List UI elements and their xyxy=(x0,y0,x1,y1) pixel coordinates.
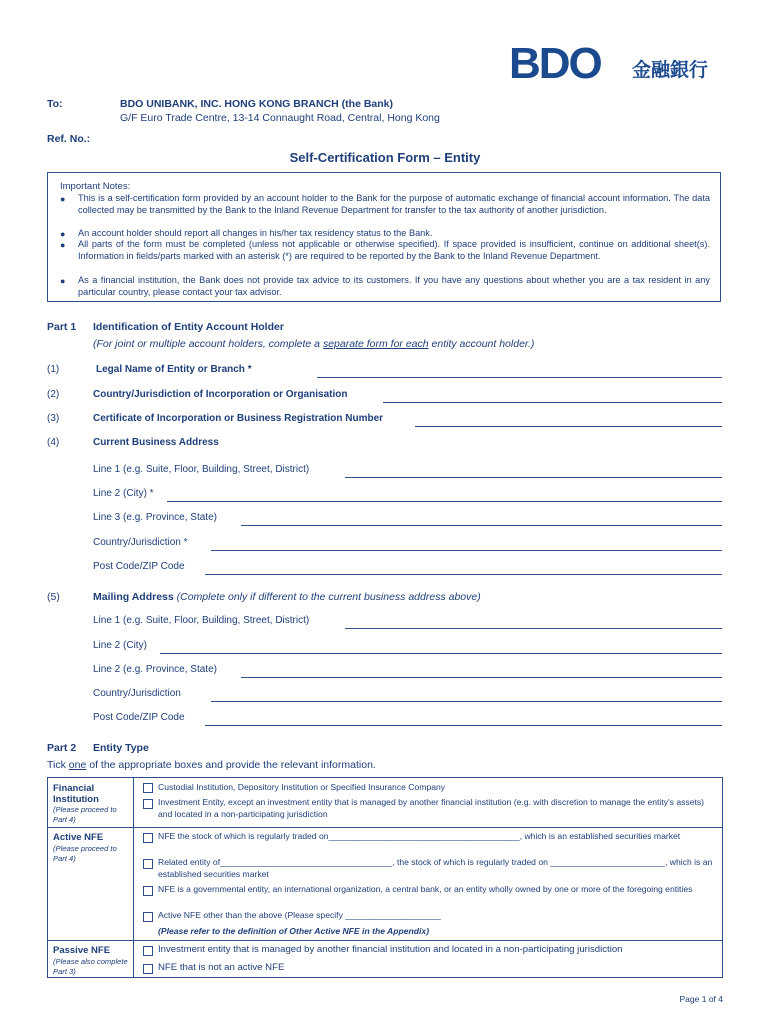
field-label: Country/Jurisdiction xyxy=(93,688,184,699)
category-note: (Please proceed to Part 4) xyxy=(53,844,117,863)
registration-number-line[interactable] xyxy=(415,426,722,427)
to-name: BDO UNIBANK, INC. HONG KONG BRANCH (the Bank) xyxy=(120,98,393,110)
mailing-num: (5) xyxy=(47,591,60,603)
to-label: To: xyxy=(47,98,63,110)
note-item: All parts of the form must be completed (unless not applicable or otherwise specified). If space provided is insufficient, continue on additional sheet(s). Information in fields/parts marked with an asterisk (*) are required to be reported by the Bank to the Inland Revenue Department. xyxy=(78,239,710,261)
logo-chinese: 金融銀行 xyxy=(632,59,709,81)
input-line[interactable] xyxy=(241,677,722,678)
current-address-line1[interactable] xyxy=(47,464,722,478)
note-item: This is a self-certification form provided by an account holder to the Bank for the purpose of automatic exchange of financial account information. The data collected may be transmitted by the Bank to the Inland Revenue Department for transfer to the tax authority of another jurisdiction. xyxy=(78,193,710,215)
input-line[interactable] xyxy=(205,574,722,575)
table-row-divider xyxy=(48,827,722,828)
bdo-logo xyxy=(509,39,724,88)
input-line[interactable] xyxy=(211,550,722,551)
current-address-city[interactable] xyxy=(47,488,722,502)
current-address-country[interactable] xyxy=(47,537,722,551)
option-related-entity: Related entity of____________________________________, the stock of which is regularly traded on ________________________, which is an established securities market xyxy=(158,857,713,879)
category-financial-institution: Financial Institution xyxy=(53,783,99,805)
part2-label: Part 2 xyxy=(47,742,77,754)
option-other-active-nfe: Active NFE other than the above (Please specify ____________________ xyxy=(158,910,441,920)
checkbox-governmental-entity[interactable] xyxy=(143,886,153,896)
part2-title: Entity Type xyxy=(93,742,149,754)
option-custodial-institution: Custodial Institution, Depository Institution or Specified Insurance Company xyxy=(158,782,446,792)
part2-instruction: Tick one of the appropriate boxes and provide the relevant information. xyxy=(47,759,376,771)
checkbox-non-active-nfe[interactable] xyxy=(143,964,153,974)
registration-number-label: Certificate of Incorporation or Business Registration Number xyxy=(93,413,386,424)
important-notes-box xyxy=(47,172,721,302)
notes-heading: Important Notes: xyxy=(60,181,131,192)
current-address-postcode[interactable] xyxy=(47,561,722,575)
table-row-divider xyxy=(48,940,722,941)
ref-label: Ref. No.: xyxy=(47,133,91,145)
input-line[interactable] xyxy=(241,525,722,526)
checkbox-custodial-institution[interactable] xyxy=(143,783,153,793)
field-label: Post Code/ZIP Code xyxy=(93,561,188,572)
checkbox-related-entity[interactable] xyxy=(143,859,153,869)
part1-title: Identification of Entity Account Holder xyxy=(93,321,284,333)
field-label: Line 2 (City) * xyxy=(93,488,157,499)
field-label: Line 3 (e.g. Province, State) xyxy=(93,512,220,523)
note-item: An account holder should report all changes in his/her tax residency status to the Bank. xyxy=(78,228,433,238)
field-label: Line 2 (City) xyxy=(93,640,150,651)
field-label: Line 1 (e.g. Suite, Floor, Building, Street, District) xyxy=(93,615,312,626)
bullet-icon: ● xyxy=(60,276,66,286)
category-note: (Please proceed to Part 4) xyxy=(53,805,117,824)
bullet-icon: ● xyxy=(60,194,66,204)
note-item: As a financial institution, the Bank does not provide tax advice to its customers. If you have any questions about whether you are a tax resident in any particular country, please contact your tax advisor. xyxy=(78,275,710,297)
part1-subtitle: (For joint or multiple account holders, complete a separate form for each entity account holder.) xyxy=(93,338,535,350)
option-non-active-nfe: NFE that is not an active NFE xyxy=(158,962,285,973)
field-label: Line 1 (e.g. Suite, Floor, Building, Street, District) xyxy=(93,464,312,475)
incorporation-country-line[interactable] xyxy=(383,402,722,403)
category-active-nfe: Active NFE xyxy=(53,832,104,843)
mailing-address-line1[interactable] xyxy=(47,615,722,629)
active-nfe-footnote: (Please refer to the definition of Other Active NFE in the Appendix) xyxy=(158,926,430,936)
entity-type-table xyxy=(47,777,723,978)
checkbox-passive-investment-entity[interactable] xyxy=(143,946,153,956)
current-address-line3[interactable] xyxy=(47,512,722,526)
registration-number-field[interactable]: (3) Certificate of Incorporation or Business Registration Number xyxy=(47,413,722,427)
checkbox-nfe-traded[interactable] xyxy=(143,833,153,843)
option-passive-investment-entity: Investment entity that is managed by another financial institution and located in a non-participating jurisdiction xyxy=(158,944,623,955)
bullet-icon: ● xyxy=(60,229,66,239)
input-line[interactable] xyxy=(345,477,722,478)
input-line[interactable] xyxy=(211,701,722,702)
business-address-heading: (4) Current Business Address xyxy=(47,437,722,451)
input-line[interactable] xyxy=(167,501,722,502)
legal-name-label: Legal Name of Entity or Branch * xyxy=(96,364,255,375)
input-line[interactable] xyxy=(205,725,722,726)
field-label: Country/Jurisdiction * xyxy=(93,537,190,548)
mailing-address-city[interactable] xyxy=(47,640,722,654)
mailing-address-country[interactable] xyxy=(47,688,722,702)
option-nfe-traded: NFE the stock of which is regularly traded on________________________________________, which is an established securities market xyxy=(158,831,681,841)
logo-wordmark: BDO xyxy=(509,39,601,88)
mailing-address-postcode[interactable] xyxy=(47,712,722,726)
form-title: Self-Certification Form – Entity xyxy=(289,150,481,165)
option-governmental-entity: NFE is a governmental entity, an international organization, a central bank, or an entity wholly owned by one or more of the foregoing entities xyxy=(158,884,693,894)
input-line[interactable] xyxy=(345,628,722,629)
legal-name-field[interactable]: (1) Legal Name of Entity or Branch * xyxy=(47,364,722,378)
checkbox-other-active-nfe[interactable] xyxy=(143,912,153,922)
mailing-heading: Mailing Address (Complete only if different to the current business address above) xyxy=(93,591,481,603)
bullet-icon: ● xyxy=(60,240,66,250)
category-passive-nfe: Passive NFE xyxy=(53,945,111,956)
category-note: (Please also complete Part 3) xyxy=(53,957,128,976)
to-address: G/F Euro Trade Centre, 13-14 Connaught Road, Central, Hong Kong xyxy=(120,112,440,124)
part1-label: Part 1 xyxy=(47,321,77,333)
option-investment-entity: Investment Entity, except an investment entity that is managed by another financial institution (e.g. with discretion to manage the entity's assets) and located in a non-participating jurisdiction xyxy=(158,797,705,819)
legal-name-line[interactable] xyxy=(317,377,722,378)
field-label: Line 2 (e.g. Province, State) xyxy=(93,664,220,675)
field-label: Post Code/ZIP Code xyxy=(93,712,188,723)
page-number: Page 1 of 4 xyxy=(679,994,723,1004)
incorporation-country-field[interactable]: (2) Country/Jurisdiction of Incorporation or Organisation xyxy=(47,389,722,403)
table-divider xyxy=(133,778,134,977)
mailing-address-line3[interactable] xyxy=(47,664,722,678)
incorporation-country-label: Country/Jurisdiction of Incorporation or Organisation xyxy=(93,389,350,400)
input-line[interactable] xyxy=(160,653,722,654)
checkbox-investment-entity[interactable] xyxy=(143,799,153,809)
